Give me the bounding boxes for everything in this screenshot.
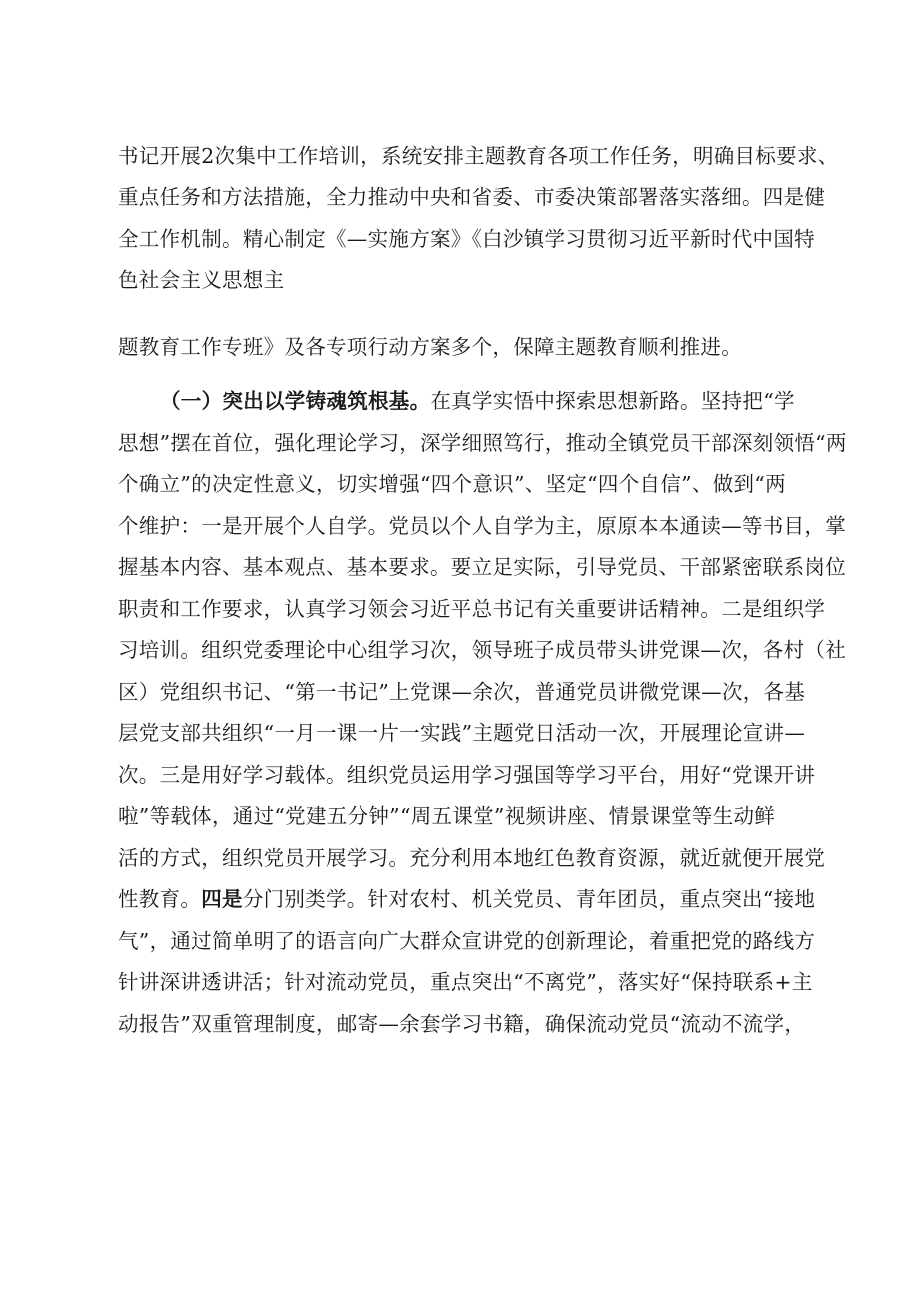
paragraph-line-15: 次。三是用好学习载体。组织党员运用学习强国等学习平台，用好“党课开讲: [118, 763, 816, 787]
paragraph-line-16: 啦”等载体，通过“党建五分钟”“周五课堂”视频讲座、情景课堂等生动鲜: [118, 804, 776, 828]
paragraph-line-14: 层党支部共组织“一月一课一片一实践”主题党日活动一次，开展理论宣讲—: [118, 721, 806, 745]
line-rest-text: 分门别类学。针对农村、机关党员、青年团员，重点突出“接地: [242, 887, 816, 911]
paragraph-line-1: 书记开展2次集中工作培训，系统安排主题教育各项工作任务，明确目标要求、: [118, 144, 839, 168]
paragraph-line-5: 题教育工作专班》及各专项行动方案多个，保障主题教育顺利推进。: [118, 335, 742, 359]
paragraph-line-12: 习培训。组织党委理论中心组学习次，领导班子成员带头讲党课—次，各村（社: [118, 638, 846, 662]
paragraph-line-19: 气”，通过简单明了的语言向广大群众宣讲党的创新理论，着重把党的路线方: [118, 929, 816, 953]
paragraph-line-20: 针讲深讲透讲活；针对流动党员，重点突出“不离党”，落实好“保持联系+主: [118, 970, 813, 994]
paragraph-line-13: 区）党组织书记、“第一书记”上党课—余次，普通党员讲微党课—次，各基: [118, 680, 806, 704]
paragraph-line-3: 全工作机制。精心制定《—实施方案》《白沙镇学习贯彻习近平新时代中国特: [118, 227, 815, 251]
paragraph-line-18: [118, 885, 815, 913]
paragraph-line-10: 握基本内容、基本观点、基本要求。要立足实际，引导党员、干部紧密联系岗位: [118, 555, 846, 579]
section-heading-continuation: 在真学实悟中探索思想新路。坚持把“学: [430, 389, 795, 413]
line-start-text: 性教育。: [118, 887, 202, 911]
paragraph-line-7: 思想”摆在首位，强化理论学习，深学细照笃行，推动全镇党员干部深刻领悟“两: [118, 431, 847, 455]
section-heading-line: [160, 387, 795, 415]
bold-marker: 四是: [201, 887, 243, 911]
paragraph-line-9: 个维护：一是开展个人自学。党员以个人自学为主，原原本本通读—等书目，掌: [118, 514, 846, 538]
paragraph-line-2: 重点任务和方法措施，全力推动中央和省委、市委决策部署落实落细。四是健: [118, 185, 826, 209]
paragraph-line-17: 活的方式，组织党员开展学习。充分利用本地红色教育资源，就近就便开展党: [118, 846, 826, 870]
paragraph-line-21: 动报告”双重管理制度，邮寄—余套学习书籍，确保流动党员“流动不流学，: [118, 1012, 806, 1036]
paragraph-line-4: 色社会主义思想主: [118, 268, 285, 292]
paragraph-line-8: 个确立”的决定性意义，切实增强“四个意识”、坚定“四个自信”、做到“两: [118, 472, 786, 496]
paragraph-line-11: 职责和工作要求，认真学习领会习近平总书记有关重要讲话精神。二是组织学: [118, 597, 826, 621]
section-heading: （一）突出以学铸魂筑根基。: [160, 389, 431, 413]
